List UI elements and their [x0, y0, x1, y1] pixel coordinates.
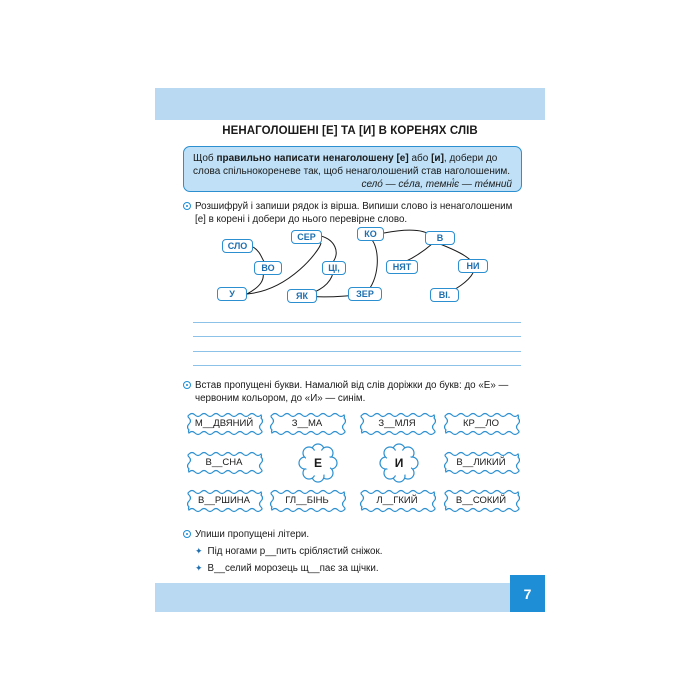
- instruction-text: [е] в корені і добери до нього перевірне слово.: [195, 214, 408, 225]
- instruction-text: Розшифруй і запиши рядок із вірша. Випиши слово із ненаголошеним: [195, 201, 513, 212]
- star-icon: ✦: [195, 563, 203, 573]
- syllable-chip: ЯК: [287, 289, 317, 303]
- syllable-chip: ЦІ,: [322, 261, 346, 275]
- syllable-chip: ВО: [254, 261, 282, 275]
- rule-bold: [и]: [431, 153, 444, 164]
- word-card[interactable]: [444, 451, 518, 475]
- writing-line[interactable]: [193, 322, 521, 323]
- word-card[interactable]: [360, 489, 434, 513]
- bottom-band: [155, 583, 545, 612]
- writing-line[interactable]: [193, 351, 521, 352]
- sentence-text: В__селий морозець щ__пає за щічки.: [207, 563, 379, 574]
- page-number: 7: [510, 575, 545, 612]
- word-card[interactable]: [187, 489, 261, 513]
- syllable-chip: СЛО: [222, 239, 253, 253]
- instruction-text: Встав пропущені букви. Намалюй від слів доріжки до букв: до «Е» —: [195, 380, 509, 391]
- sentence-text: Під ногами р__пить сріблястий сніжок.: [207, 546, 383, 557]
- word-text: В__РШИНА: [198, 495, 250, 506]
- syllable-chip: ЗЕР: [348, 287, 382, 301]
- instruction-text: Упиши пропущені літери.: [195, 529, 310, 540]
- syllable-chip: У: [217, 287, 247, 301]
- syllable-chip: НЯТ: [386, 260, 418, 274]
- page-title: НЕНАГОЛОШЕНІ [Е] ТА [И] В КОРЕНЯХ СЛІВ: [222, 125, 478, 137]
- rule-example: село́ — се́ла, темні́є — те́мний: [361, 179, 512, 190]
- word-text: ГЛ__БІНЬ: [285, 495, 329, 506]
- flower-letter-y[interactable]: [378, 442, 420, 484]
- instruction-text: червоним кольором, до «И» — синім.: [195, 393, 366, 404]
- rule-bold: правильно написати ненаголошену [е]: [216, 153, 409, 164]
- rule-text: Щоб: [193, 153, 217, 164]
- task3-line[interactable]: [195, 562, 525, 575]
- syllable-chip: СЕР: [291, 230, 322, 244]
- syllable-chip: НИ: [458, 259, 488, 273]
- word-card[interactable]: [360, 412, 434, 436]
- writing-line[interactable]: [193, 336, 521, 337]
- top-band: [155, 88, 545, 120]
- star-icon: ✦: [195, 546, 203, 556]
- word-text: В__СОКИЙ: [455, 495, 507, 506]
- task1-instruction: [183, 200, 528, 226]
- task2-instruction: [183, 379, 528, 405]
- letter-e: Е: [313, 456, 322, 470]
- word-card[interactable]: [187, 451, 261, 475]
- word-text: Л__ГКИЙ: [376, 495, 418, 506]
- syllable-chip: КО: [357, 227, 384, 241]
- word-card[interactable]: [187, 412, 261, 436]
- word-text: В__СНА: [205, 457, 243, 468]
- rule-text: або: [408, 153, 432, 164]
- task3-instruction: [183, 528, 528, 541]
- word-card[interactable]: [270, 489, 344, 513]
- flower-letter-e[interactable]: [297, 442, 339, 484]
- word-text: В__ЛИКИЙ: [456, 457, 506, 468]
- word-text: М__ДВЯНИЙ: [194, 418, 254, 429]
- rule-text: слова спільнокореневе так, щоб ненаголошений став наголошеним.: [193, 166, 511, 177]
- target-bullet-icon: [183, 530, 191, 538]
- syllable-chip: ВІ.: [430, 288, 459, 302]
- word-card[interactable]: [444, 412, 518, 436]
- target-bullet-icon: [183, 381, 191, 389]
- writing-line[interactable]: [193, 365, 521, 366]
- rule-text: , добери до: [443, 153, 498, 164]
- target-bullet-icon: [183, 202, 191, 210]
- word-text: З__МА: [291, 418, 323, 429]
- rule-box: [183, 146, 522, 192]
- word-text: КР__ЛО: [462, 418, 500, 429]
- letter-y: И: [394, 456, 404, 470]
- word-text: З__МЛЯ: [378, 418, 416, 429]
- word-card[interactable]: [444, 489, 518, 513]
- task3-line[interactable]: [195, 545, 525, 558]
- word-card[interactable]: [270, 412, 344, 436]
- syllable-chip: В: [425, 231, 455, 245]
